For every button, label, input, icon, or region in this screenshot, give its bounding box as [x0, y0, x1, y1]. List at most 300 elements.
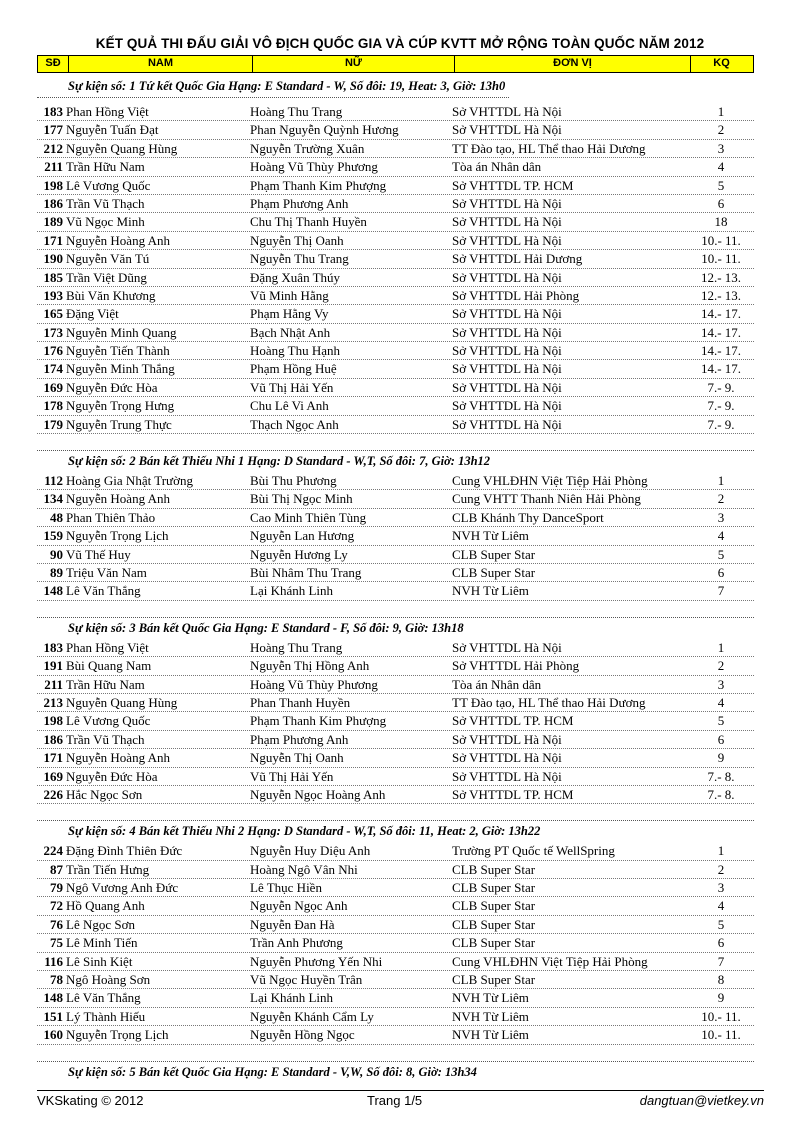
- table-row: [37, 416, 754, 434]
- table-row: [37, 712, 754, 730]
- female-name: Cao Minh Thiên Tùng: [250, 509, 367, 525]
- male-name: Nguyễn Đức Hòa: [66, 379, 158, 395]
- page-footer: [37, 1090, 764, 1109]
- couple-number: 112: [44, 473, 63, 489]
- male-name: Hồ Quang Anh: [66, 898, 145, 914]
- club-name: Sở VHTTDL Hà Nội: [452, 104, 562, 119]
- male-name: Nguyễn Hoàng Anh: [66, 750, 170, 766]
- col-donvi-header: ĐƠN VỊ: [455, 56, 691, 72]
- male-name: Lê Vương Quốc: [66, 713, 151, 729]
- page-title: KẾT QUẢ THI ĐẤU GIẢI VÔ ĐỊCH QUỐC GIA VÀ CÚP KVTT MỞ RỘNG TOÀN QUỐC NĂM 2012: [95, 36, 705, 51]
- table-row: [37, 564, 754, 582]
- couple-number: 183: [43, 639, 63, 655]
- result: 3: [717, 140, 725, 156]
- table-row: [37, 916, 754, 934]
- female-name: Bùi Thị Ngọc Minh: [250, 491, 353, 507]
- male-name: Lê Văn Thắng: [66, 990, 141, 1006]
- club-name: Sở VHTTDL Hà Nội: [452, 214, 562, 230]
- male-name: Ngô Vương Anh Đức: [66, 880, 179, 896]
- result: 10.- 11.: [701, 1008, 741, 1024]
- couple-number: 211: [44, 159, 63, 175]
- table-row: [37, 360, 754, 378]
- result: 5: [717, 916, 725, 932]
- result: 18: [714, 214, 728, 230]
- footer-email: dangtuan@vietkey.vn: [639, 1093, 764, 1108]
- couple-number: 159: [43, 528, 63, 544]
- female-name: Hoàng Thu Trang: [250, 639, 343, 655]
- male-name: Nguyễn Minh Thắng: [66, 361, 175, 377]
- couple-number: 193: [43, 287, 63, 303]
- club-name: CLB Super Star: [452, 972, 536, 988]
- result: 10.- 11.: [701, 251, 741, 267]
- result: 1: [717, 639, 725, 655]
- table-row: [37, 657, 754, 675]
- female-name: Vũ Thị Hải Yến: [250, 379, 334, 395]
- club-name: Sở VHTTDL Hà Nội: [452, 122, 562, 138]
- event-gap: [37, 1045, 754, 1053]
- female-name: Nguyễn Ngọc Hoàng Anh: [250, 786, 386, 802]
- female-name: Lại Khánh Linh: [250, 583, 334, 599]
- table-row: [37, 1026, 754, 1044]
- result: 7.- 9.: [707, 398, 735, 414]
- couple-number: 186: [43, 195, 63, 211]
- club-name: CLB Super Star: [452, 880, 536, 896]
- club-name: Sở VHTTDL TP. HCM: [452, 713, 574, 729]
- col-kq-header: KQ: [713, 57, 730, 69]
- club-name: Sở VHTTDL Hà Nội: [452, 269, 562, 285]
- result: 14.- 17.: [700, 361, 742, 377]
- club-name: Cung VHLĐHN Việt Tiệp Hải Phòng: [452, 953, 648, 969]
- couple-number: 185: [43, 269, 63, 285]
- result: 4: [717, 898, 725, 914]
- couple-number: 169: [43, 379, 63, 395]
- female-name: Hoàng Thu Trang: [250, 104, 343, 119]
- male-name: Nguyễn Quang Hùng: [66, 140, 178, 156]
- result: 2: [717, 861, 725, 877]
- female-name: Phan Nguyễn Quỳnh Hương: [250, 122, 399, 138]
- female-name: Nguyễn Huy Diệu Anh: [250, 843, 371, 859]
- female-name: Nguyễn Đan Hà: [250, 916, 335, 932]
- table-row: [37, 103, 754, 121]
- table-row: [37, 287, 754, 305]
- col-nu-header: NỮ: [253, 56, 455, 72]
- club-name: TT Đào tạo, HL Thể thao Hải Dương: [452, 694, 646, 710]
- table-row: [37, 472, 754, 490]
- female-name: Nguyễn Thu Trang: [250, 251, 349, 267]
- couple-number: 148: [43, 990, 63, 1006]
- result: 6: [717, 564, 725, 580]
- male-name: Đặng Đình Thiên Đức: [66, 843, 183, 859]
- event-title-row: [37, 451, 754, 472]
- club-name: CLB Super Star: [452, 564, 536, 580]
- club-name: Sở VHTTDL Hà Nội: [452, 232, 562, 248]
- club-name: CLB Super Star: [452, 935, 536, 951]
- male-name: Lê Vương Quốc: [66, 177, 151, 193]
- table-row: [37, 582, 754, 600]
- table-row: [37, 195, 754, 213]
- result: 14.- 17.: [700, 324, 742, 340]
- result: 5: [717, 713, 725, 729]
- female-name: Lê Thục Hiền: [250, 880, 322, 896]
- result: 6: [717, 935, 725, 951]
- couple-number: 176: [43, 343, 63, 359]
- result: 9: [717, 750, 725, 766]
- female-name: Nguyễn Hương Ly: [250, 546, 348, 562]
- table-row: [37, 342, 754, 360]
- club-name: Sở VHTTDL Hà Nội: [452, 768, 562, 784]
- male-name: Lý Thành Hiếu: [66, 1008, 146, 1024]
- result: 1: [717, 843, 725, 859]
- male-name: Nguyễn Đức Hòa: [66, 768, 158, 784]
- result: 5: [717, 177, 725, 193]
- couple-number: 198: [43, 713, 63, 729]
- table-row: [37, 250, 754, 268]
- event-title: Sự kiện số: 4 Bán kết Thiếu Nhi 2 Hạng: D Standard - W,T, Số đôi: 11, Heat: 2, Giờ: 13h22: [68, 824, 541, 839]
- club-name: NVH Từ Liêm: [452, 1008, 529, 1024]
- result: 10.- 11.: [701, 232, 741, 248]
- result: 10.- 11.: [701, 1027, 741, 1043]
- table-row: [37, 269, 754, 287]
- male-name: Đặng Việt: [66, 306, 119, 322]
- club-name: Sở VHTTDL Hải Phòng: [452, 287, 580, 303]
- table-row: [37, 527, 754, 545]
- result: 7: [717, 583, 725, 599]
- couple-number: 75: [50, 935, 63, 951]
- male-name: Vũ Ngọc Minh: [66, 214, 145, 230]
- table-row: [37, 213, 754, 231]
- table-row: [37, 842, 754, 860]
- male-name: Triệu Văn Nam: [66, 564, 147, 580]
- club-name: Trường PT Quốc tế WellSpring: [452, 843, 615, 859]
- female-name: Chu Thị Thanh Huyền: [250, 214, 367, 230]
- female-name: Lại Khánh Linh: [250, 990, 334, 1006]
- couple-number: 226: [43, 786, 63, 802]
- result: 2: [717, 491, 725, 507]
- male-name: Trần Vũ Thạch: [66, 195, 145, 211]
- event-title: Sự kiện số: 5 Bán kết Quốc Gia Hạng: E Standard - V,W, Số đôi: 8, Giờ: 13h34: [68, 1064, 477, 1079]
- event-title: Sự kiện số: 3 Bán kết Quốc Gia Hạng: E Standard - F, Số đôi: 9, Giờ: 13h18: [68, 620, 464, 635]
- female-name: Phạm Phương Anh: [250, 195, 349, 211]
- male-name: Lê Minh Tiến: [66, 935, 138, 951]
- club-name: CLB Super Star: [452, 546, 536, 562]
- club-name: Sở VHTTDL Hải Phòng: [452, 658, 580, 674]
- female-name: Phạm Thanh Kim Phượng: [250, 177, 387, 193]
- male-name: Ngô Hoàng Sơn: [66, 972, 151, 988]
- female-name: Hoàng Vũ Thùy Phương: [250, 159, 378, 175]
- male-name: Trần Việt Dũng: [66, 269, 147, 285]
- result: 8: [717, 972, 725, 988]
- male-name: Lê Văn Thắng: [66, 583, 141, 599]
- male-name: Trần Vũ Thạch: [66, 731, 145, 747]
- couple-number: 213: [43, 694, 63, 710]
- result: 7: [717, 953, 725, 969]
- couple-number: 174: [43, 361, 63, 377]
- result: 12.- 13.: [700, 269, 742, 285]
- table-row: [37, 305, 754, 323]
- female-name: Vũ Ngọc Huyền Trân: [250, 972, 363, 988]
- club-name: Sở VHTTDL TP. HCM: [452, 177, 574, 193]
- result: 4: [717, 528, 725, 544]
- event-title-row: [37, 76, 754, 103]
- female-name: Trần Anh Phương: [250, 935, 343, 951]
- male-name: Phan Hồng Việt: [66, 104, 149, 119]
- club-name: Sở VHTTDL Hà Nội: [452, 361, 562, 377]
- table-row: [37, 897, 754, 915]
- table-row: [37, 546, 754, 564]
- couple-number: 48: [50, 509, 63, 525]
- couple-number: 148: [43, 583, 63, 599]
- male-name: Hoàng Gia Nhật Trường: [66, 473, 193, 489]
- couple-number: 87: [50, 861, 63, 877]
- male-name: Nguyễn Quang Hùng: [66, 694, 178, 710]
- male-name: Nguyễn Trọng Lịch: [66, 1027, 169, 1043]
- event-gap: [37, 434, 754, 442]
- event-title-row: [37, 618, 754, 639]
- female-name: Nguyễn Thị Oanh: [250, 232, 344, 248]
- event-gap: [37, 601, 754, 609]
- club-name: Sở VHTTDL Hà Nội: [452, 639, 562, 655]
- female-name: Phạm Thanh Kim Phượng: [250, 713, 387, 729]
- male-name: Lê Sinh Kiệt: [66, 953, 133, 969]
- female-name: Vũ Thị Hải Yến: [250, 768, 334, 784]
- female-name: Nguyễn Hồng Ngọc: [250, 1027, 355, 1043]
- club-name: NVH Từ Liêm: [452, 528, 529, 544]
- male-name: Lê Ngọc Sơn: [66, 916, 135, 932]
- result: 5: [717, 546, 725, 562]
- female-name: Phan Thanh Huyền: [250, 694, 351, 710]
- couple-number: 173: [43, 324, 63, 340]
- result: 12.- 13.: [700, 287, 742, 303]
- table-row: [37, 639, 754, 657]
- club-name: Cung VHLĐHN Việt Tiệp Hải Phòng: [452, 473, 648, 489]
- male-name: Nguyễn Trung Thực: [66, 416, 172, 432]
- male-name: Nguyễn Tiến Thành: [66, 343, 170, 359]
- result: 14.- 17.: [700, 343, 742, 359]
- club-name: Sở VHTTDL Hà Nội: [452, 195, 562, 211]
- event-separator: [37, 812, 754, 821]
- female-name: Đặng Xuân Thúy: [250, 269, 341, 285]
- result: 4: [717, 694, 725, 710]
- male-name: Nguyễn Trọng Lịch: [66, 528, 169, 544]
- couple-number: 189: [43, 214, 63, 230]
- club-name: Sở VHTTDL Hải Dương: [452, 251, 583, 267]
- couple-number: 134: [43, 491, 63, 507]
- result: 9: [717, 990, 725, 1006]
- female-name: Nguyễn Ngọc Anh: [250, 898, 348, 914]
- table-row: [37, 140, 754, 158]
- couple-number: 212: [43, 140, 63, 156]
- couple-number: 78: [50, 972, 63, 988]
- club-name: Sở VHTTDL Hà Nội: [452, 306, 562, 322]
- result: 3: [717, 676, 725, 692]
- event-separator: [37, 1053, 754, 1062]
- couple-number: 183: [43, 104, 63, 119]
- female-name: Nguyễn Trường Xuân: [250, 140, 365, 156]
- result: 7.- 8.: [707, 768, 735, 784]
- female-name: Hoàng Vũ Thùy Phương: [250, 676, 378, 692]
- result: 6: [717, 195, 725, 211]
- male-name: Bùi Quang Nam: [66, 658, 152, 674]
- female-name: Nguyễn Khánh Cẩm Ly: [250, 1008, 374, 1024]
- result: 3: [717, 509, 725, 525]
- table-row: [37, 397, 754, 415]
- couple-number: 171: [43, 232, 63, 248]
- table-row: [37, 861, 754, 879]
- table-row: [37, 731, 754, 749]
- female-name: Nguyễn Phương Yến Nhi: [250, 953, 383, 969]
- table-row: [37, 989, 754, 1007]
- couple-number: 198: [43, 177, 63, 193]
- club-name: Sở VHTTDL Hà Nội: [452, 343, 562, 359]
- table-header: [37, 55, 754, 73]
- couple-number: 89: [50, 564, 63, 580]
- couple-number: 79: [50, 880, 63, 896]
- male-name: Nguyễn Trọng Hưng: [66, 398, 175, 414]
- female-name: Nguyễn Thị Hồng Anh: [250, 658, 370, 674]
- result: 3: [717, 880, 725, 896]
- event-separator: [37, 609, 754, 618]
- club-name: Sở VHTTDL Hà Nội: [452, 750, 562, 766]
- table-row: [37, 953, 754, 971]
- female-name: Chu Lê Vi Anh: [250, 398, 329, 414]
- result: 1: [717, 473, 725, 489]
- female-name: Bạch Nhật Anh: [250, 324, 331, 340]
- female-name: Hoàng Ngô Vân Nhi: [250, 861, 358, 877]
- result: 2: [717, 122, 725, 138]
- male-name: Phan Hồng Việt: [66, 639, 149, 655]
- female-name: Phạm Hằng Vy: [250, 306, 329, 322]
- club-name: Sở VHTTDL Hà Nội: [452, 324, 562, 340]
- couple-number: 90: [50, 546, 63, 562]
- result: 2: [717, 658, 725, 674]
- event-separator: [37, 442, 754, 451]
- table-row: [37, 971, 754, 989]
- table-row: [37, 749, 754, 767]
- table-row: [37, 879, 754, 897]
- table-row: [37, 509, 754, 527]
- col-sd-header: SĐ: [38, 56, 69, 72]
- event-gap: [37, 804, 754, 812]
- couple-number: 165: [43, 306, 63, 322]
- couple-number: 186: [43, 731, 63, 747]
- couple-number: 171: [43, 750, 63, 766]
- female-name: Bùi Nhâm Thu Trang: [250, 564, 362, 580]
- couple-number: 224: [43, 843, 63, 859]
- couple-number: 72: [50, 898, 63, 914]
- club-name: Sở VHTTDL Hà Nội: [452, 398, 562, 414]
- table-row: [37, 490, 754, 508]
- female-name: Thạch Ngọc Anh: [250, 416, 339, 432]
- female-name: Vũ Minh Hằng: [250, 287, 329, 303]
- club-name: CLB Khánh Thy DanceSport: [452, 509, 604, 525]
- result: 7.- 9.: [707, 416, 735, 432]
- table-row: [37, 324, 754, 342]
- table-row: [37, 694, 754, 712]
- club-name: CLB Super Star: [452, 898, 536, 914]
- results-content: [37, 76, 754, 1083]
- couple-number: 76: [50, 916, 63, 932]
- couple-number: 179: [43, 416, 63, 432]
- couple-number: 169: [43, 768, 63, 784]
- female-name: Phạm Hồng Huệ: [250, 361, 337, 377]
- table-row: [37, 177, 754, 195]
- club-name: Sở VHTTDL Hà Nội: [452, 416, 562, 432]
- table-row: [37, 1008, 754, 1026]
- club-name: Tòa án Nhân dân: [452, 159, 542, 175]
- couple-number: 116: [44, 953, 63, 969]
- club-name: NVH Từ Liêm: [452, 583, 529, 599]
- event-title: Sự kiện số: 1 Tứ kết Quốc Gia Hạng: E Standard - W, Số đôi: 19, Heat: 3, Giờ: 13h0: [37, 76, 509, 98]
- table-row: [37, 121, 754, 139]
- couple-number: 211: [44, 676, 63, 692]
- female-name: Hoàng Thu Hạnh: [250, 343, 341, 359]
- female-name: Nguyễn Lan Hương: [250, 528, 355, 544]
- col-nam-header: NAM: [69, 56, 253, 72]
- club-name: Sở VHTTDL TP. HCM: [452, 786, 574, 802]
- male-name: Phan Thiên Thảo: [66, 509, 156, 525]
- table-row: [37, 158, 754, 176]
- club-name: NVH Từ Liêm: [452, 1027, 529, 1043]
- club-name: TT Đào tạo, HL Thể thao Hải Dương: [452, 140, 646, 156]
- female-name: Phạm Phương Anh: [250, 731, 349, 747]
- result: 1: [717, 104, 725, 119]
- male-name: Vũ Thế Huy: [66, 546, 131, 562]
- club-name: CLB Super Star: [452, 861, 536, 877]
- club-name: Tòa án Nhân dân: [452, 676, 542, 692]
- male-name: Trần Hữu Nam: [66, 159, 145, 175]
- club-name: Sở VHTTDL Hà Nội: [452, 379, 562, 395]
- table-row: [37, 934, 754, 952]
- event-title-row: [37, 1062, 754, 1083]
- male-name: Nguyễn Tuấn Đạt: [66, 122, 159, 138]
- male-name: Trần Hữu Nam: [66, 676, 145, 692]
- male-name: Bùi Văn Khương: [66, 287, 156, 303]
- male-name: Hắc Ngọc Sơn: [66, 786, 143, 802]
- club-name: Sở VHTTDL Hà Nội: [452, 731, 562, 747]
- male-name: Nguyễn Văn Tú: [66, 251, 150, 267]
- event-title-row: [37, 821, 754, 842]
- couple-number: 191: [43, 658, 63, 674]
- couple-number: 160: [43, 1027, 63, 1043]
- result: 14.- 17.: [700, 306, 742, 322]
- female-name: Nguyễn Thị Oanh: [250, 750, 344, 766]
- result: 4: [717, 159, 725, 175]
- male-name: Nguyễn Hoàng Anh: [66, 232, 170, 248]
- couple-number: 190: [43, 251, 63, 267]
- club-name: CLB Super Star: [452, 916, 536, 932]
- male-name: Nguyễn Hoàng Anh: [66, 491, 170, 507]
- female-name: Bùi Thu Phương: [250, 473, 337, 489]
- table-row: [37, 786, 754, 804]
- couple-number: 178: [43, 398, 63, 414]
- table-row: [37, 379, 754, 397]
- couple-number: 151: [43, 1008, 63, 1024]
- footer-copyright: VKSkating © 2012: [37, 1093, 144, 1108]
- male-name: Nguyễn Minh Quang: [66, 324, 177, 340]
- table-row: [37, 676, 754, 694]
- result: 7.- 8.: [707, 786, 735, 802]
- event-title: Sự kiện số: 2 Bán kết Thiếu Nhi 1 Hạng: D Standard - W,T, Số đôi: 7, Giờ: 13h12: [68, 454, 491, 469]
- club-name: NVH Từ Liêm: [452, 990, 529, 1006]
- result: 7.- 9.: [707, 379, 735, 395]
- result: 6: [717, 731, 725, 747]
- club-name: Cung VHTT Thanh Niên Hải Phòng: [452, 491, 641, 507]
- male-name: Trần Tiến Hưng: [66, 861, 150, 877]
- table-row: [37, 768, 754, 786]
- table-row: [37, 232, 754, 250]
- footer-page-number: Trang 1/5: [367, 1093, 423, 1108]
- couple-number: 177: [43, 122, 63, 138]
